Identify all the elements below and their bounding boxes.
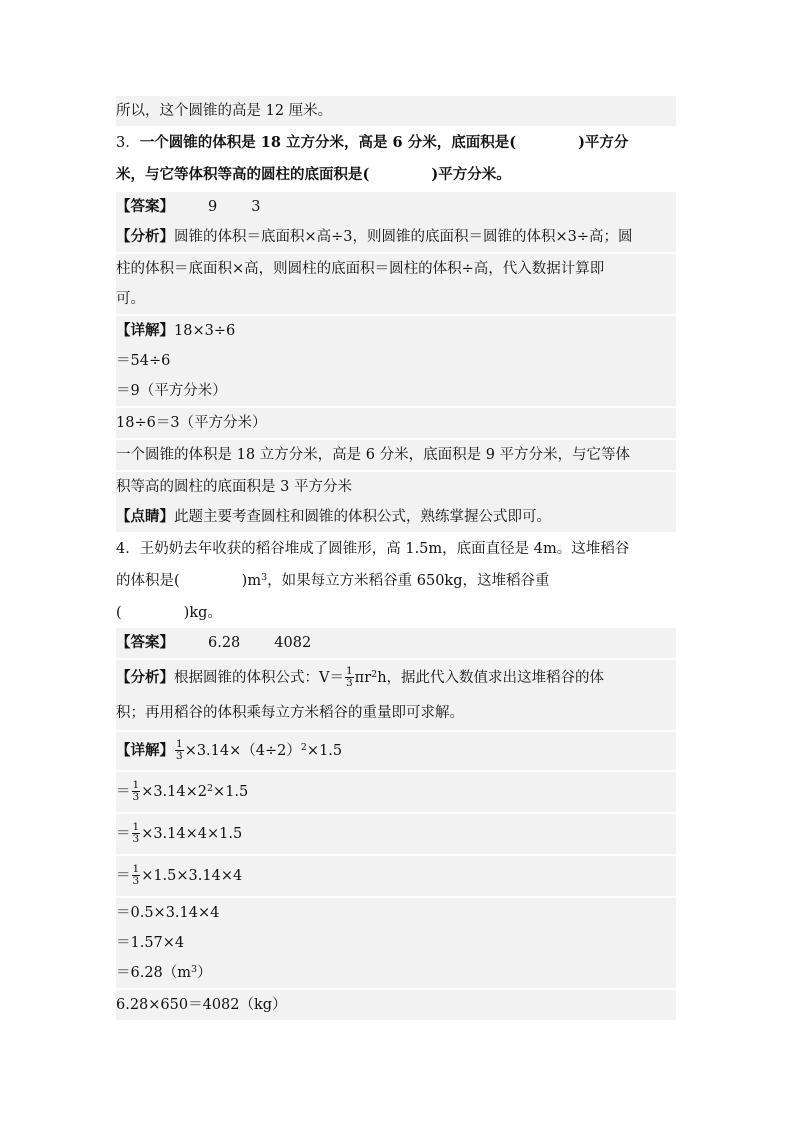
fraction-denominator: 3 — [345, 676, 353, 689]
answer-value: 4082 — [274, 635, 312, 651]
fraction-numerator: 1 — [132, 862, 140, 875]
fraction-numerator: 1 — [176, 737, 183, 750]
remark-line — [116, 502, 676, 532]
question-text: )kg。 — [183, 605, 222, 621]
solution-line-3 — [116, 376, 676, 406]
equals-sign: ＝ — [116, 826, 131, 842]
solution-text: ×1.5×3.14×4 — [141, 868, 243, 884]
question-text: 米，与它等体积等高的圆柱的底面积是( — [116, 166, 370, 183]
analysis-text: h，据此代入数值求出这堆稻谷的体 — [377, 670, 605, 686]
solution-text: ×1.5 — [306, 743, 343, 759]
solution-line-8 — [116, 990, 676, 1020]
solution-line-3 — [116, 814, 676, 854]
summary-line-1 — [116, 440, 676, 470]
fraction-numerator: 1 — [132, 820, 140, 833]
text-line — [116, 96, 676, 126]
analysis-label: 【分析】 — [116, 669, 174, 686]
superscript: 3 — [191, 964, 198, 975]
analysis-text: 圆锥的体积＝底面积×高÷3，则圆锥的底面积＝圆锥的体积×3÷高；圆 — [174, 229, 633, 245]
fraction-denominator: 3 — [132, 790, 140, 803]
solution-label: 【详解】 — [116, 742, 174, 759]
superscript: 3 — [261, 572, 268, 583]
answer-label: 【答案】 — [116, 198, 174, 215]
analysis-line-1 — [116, 660, 676, 696]
solution-text: ＝0.5×3.14×4 — [116, 905, 220, 921]
superscript: 2 — [207, 783, 214, 794]
solution-text: ＝6.28（m — [116, 965, 192, 981]
solution-line-5 — [116, 898, 676, 928]
fraction — [132, 822, 141, 845]
question-number: 3． — [116, 135, 140, 151]
summary-line-2 — [116, 472, 676, 502]
solution-line-4 — [116, 856, 676, 896]
analysis-text: πr — [354, 670, 372, 686]
solution-text: ×3.14×2 — [141, 784, 207, 800]
fraction — [175, 739, 184, 762]
solution-text: ） — [197, 965, 212, 981]
equals-sign: ＝ — [116, 868, 131, 884]
solution-text: ×3.14×4×1.5 — [141, 826, 243, 842]
analysis-text: 根据圆锥的体积公式：V＝ — [174, 670, 344, 686]
analysis-line-2 — [116, 254, 676, 284]
question-text: 的体积是( — [116, 573, 180, 589]
answer-value: 6.28 — [208, 635, 241, 651]
solution-line-4 — [116, 408, 676, 438]
fraction — [345, 666, 354, 689]
solution-text: ＝9（平方分米） — [116, 383, 227, 399]
superscript: 2 — [300, 742, 307, 753]
line-text: 所以，这个圆锥的高是 12 厘米。 — [116, 103, 333, 119]
remark-label: 【点睛】 — [116, 508, 174, 525]
analysis-line-1 — [116, 222, 676, 252]
question-4-line-2 — [116, 566, 676, 596]
question-text: )平方分 — [578, 134, 629, 151]
question-text: ，如果每立方米稻谷重 650kg，这堆稻谷重 — [267, 573, 550, 589]
analysis-text: 柱的体积＝底面积×高，则圆柱的底面积＝圆柱的体积÷高，代入数据计算即 — [116, 261, 605, 277]
fraction-numerator: 1 — [132, 778, 140, 791]
fraction-denominator: 3 — [132, 832, 140, 845]
remark-text: 此题主要考查圆柱和圆锥的体积公式，熟练掌握公式即可。 — [174, 509, 551, 525]
fraction-denominator: 3 — [176, 749, 183, 762]
question-4-line-1 — [116, 534, 676, 564]
question-number: 4． — [116, 541, 140, 557]
superscript: 2 — [371, 669, 378, 680]
solution-line-7 — [116, 958, 676, 988]
solution-line-1 — [116, 316, 676, 346]
fraction — [132, 780, 141, 803]
answer-value: 3 — [251, 199, 261, 215]
question-text: )平方分米。 — [431, 166, 511, 183]
solution-line-2 — [116, 772, 676, 812]
question-text: ( — [116, 605, 122, 621]
solution-line-2 — [116, 346, 676, 376]
solution-label: 【详解】 — [116, 322, 174, 339]
solution-line-1 — [116, 732, 676, 770]
solution-text: ＝1.57×4 — [116, 935, 185, 951]
question-text: 一个圆锥的体积是 18 立方分米，高是 6 分米，底面积是( — [139, 134, 517, 151]
question-3-line-1 — [116, 128, 676, 158]
question-text: )m — [241, 573, 262, 589]
analysis-text: 积；再用稻谷的体积乘每立方米稻谷的重量即可求解。 — [116, 705, 464, 721]
solution-text: 18×3÷6 — [174, 323, 236, 339]
answer-line — [116, 628, 676, 658]
question-3-line-2 — [116, 160, 676, 190]
answer-value: 9 — [208, 199, 218, 215]
analysis-line-3 — [116, 284, 676, 314]
answer-line — [116, 192, 676, 222]
fraction — [132, 864, 141, 887]
summary-text: 积等高的圆柱的底面积是 3 平方分米 — [116, 479, 352, 495]
summary-text: 一个圆锥的体积是 18 立方分米，高是 6 分米，底面积是 9 平方分米，与它等体 — [116, 447, 631, 463]
solution-text: ＝54÷6 — [116, 353, 171, 369]
equals-sign: ＝ — [116, 784, 131, 800]
solution-line-6 — [116, 928, 676, 958]
solution-text: ×1.5 — [213, 784, 249, 800]
question-text: 王奶奶去年收获的稻谷堆成了圆锥形，高 1.5m，底面直径是 4m。这堆稻谷 — [139, 541, 630, 557]
fraction-numerator: 1 — [345, 664, 353, 677]
solution-text: ×3.14×（4÷2） — [184, 743, 301, 759]
question-4-line-3 — [116, 598, 676, 628]
answer-label: 【答案】 — [116, 634, 174, 651]
solution-text: 6.28×650＝4082（kg） — [116, 997, 287, 1013]
analysis-label: 【分析】 — [116, 228, 174, 245]
fraction-denominator: 3 — [132, 874, 140, 887]
analysis-line-2 — [116, 696, 676, 730]
solution-text: 18÷6＝3（平方分米） — [116, 415, 267, 431]
analysis-text: 可。 — [116, 291, 145, 307]
